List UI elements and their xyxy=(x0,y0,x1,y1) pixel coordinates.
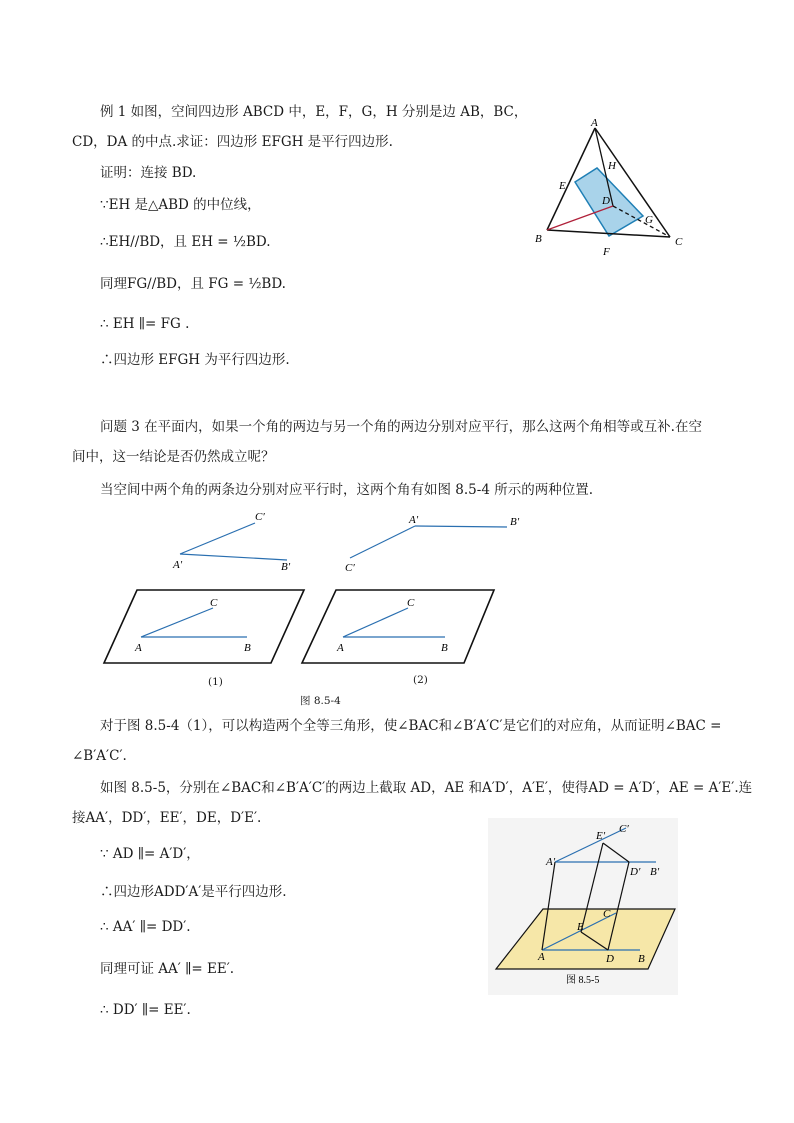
text2-step-2: ∴四边形ADD′A′是平行四边形. xyxy=(100,884,287,900)
proof-step-4: ∴ EH ∥= FG . xyxy=(100,316,190,332)
figure-8-5-5-caption: 图 8.5-5 xyxy=(566,975,600,986)
label-b: B xyxy=(638,953,645,965)
example1-line1: 例 1 如图，空间四边形 ABCD 中，E，F，G，H 分别是边 AB，BC， xyxy=(100,104,528,120)
label-bp-1: B′ xyxy=(281,561,291,573)
label-e: E xyxy=(577,921,584,933)
ray-apcp-2 xyxy=(350,526,415,558)
question3-line3: 当空间中两个角的两条边分别对应平行时，这两个角有如图 8.5-4 所示的两种位置. xyxy=(100,482,593,498)
label-a: A xyxy=(591,117,598,129)
label-c: C xyxy=(675,236,683,248)
proof-start: 证明：连接 BD. xyxy=(100,165,197,181)
ray-apcp-1 xyxy=(180,523,255,554)
question3-line1: 问题 3 在平面内，如果一个角的两边与另一个角的两边分别对应平行，那么这两个角相等或互补.在空 xyxy=(100,419,702,435)
label-d: D xyxy=(602,195,610,207)
tetrahedron-figure xyxy=(525,112,700,262)
label-f: F xyxy=(603,246,610,258)
label-d: D xyxy=(606,953,614,965)
proof-step-5: ∴四边形 EFGH 为平行四边形. xyxy=(100,352,290,368)
label-c: C xyxy=(603,908,611,920)
label-h: H xyxy=(608,160,616,172)
label-b: B xyxy=(535,233,542,245)
label-ap-1: A′ xyxy=(173,559,183,571)
label-ap-2: A′ xyxy=(409,514,419,526)
label-cp-1: C′ xyxy=(255,511,265,523)
figure-8-5-4-caption: 图 8.5-4 xyxy=(300,695,341,707)
label-a-2: A xyxy=(337,642,344,654)
plane-2 xyxy=(302,590,494,663)
label-cp: C′ xyxy=(619,823,629,835)
ray-ac-1 xyxy=(141,608,213,637)
subfigure-2-label: (2) xyxy=(413,674,428,686)
text2-line3: 如图 8.5-5，分别在∠BAC和∠B′A′C′的两边上截取 AD，AE 和A′D′，A′E′，使得AD = A′D′，AE = A′E′.连 xyxy=(100,780,753,796)
plane-1 xyxy=(104,590,304,663)
label-e: E xyxy=(559,180,566,192)
label-b-1: B xyxy=(244,642,251,654)
figure-8-5-5 xyxy=(488,818,678,995)
label-a: A xyxy=(538,951,545,963)
proof-step-1: ∵EH 是△ABD 的中位线， xyxy=(100,197,261,213)
subfigure-1-label: (1) xyxy=(208,676,223,688)
label-bp-2: B′ xyxy=(510,516,520,528)
label-g: G xyxy=(645,214,653,226)
ray-apbp-1 xyxy=(180,554,287,560)
proof-step-2: ∴EH//BD，且 EH = ½BD. xyxy=(100,234,271,250)
text2-line1: 对于图 8.5-4（1），可以构造两个全等三角形，使∠BAC和∠B′A′C′是它们的对应角，从而证明∠BAC = xyxy=(100,718,722,734)
label-c-1: C xyxy=(210,597,218,609)
text2-line4: 接AA′，DD′，EE′，DE，D′E′. xyxy=(72,810,262,826)
label-b-2: B xyxy=(441,642,448,654)
example1-line2: CD，DA 的中点.求证：四边形 EFGH 是平行四边形. xyxy=(72,134,393,150)
proof-step-3: 同理FG//BD，且 FG = ½BD. xyxy=(100,276,286,292)
question3-line2: 间中，这一结论是否仍然成立呢？ xyxy=(72,449,275,465)
text2-step-1: ∵ AD ∥= A′D′， xyxy=(100,846,200,862)
ray-ac-2 xyxy=(343,608,408,637)
text2-step-3: ∴ AA′ ∥= DD′. xyxy=(100,919,191,935)
label-dp: D′ xyxy=(630,866,641,878)
text2-line2: ∠B′A′C′. xyxy=(72,748,127,764)
label-ep: E′ xyxy=(596,830,606,842)
text2-step-4: 同理可证 AA′ ∥= EE′. xyxy=(100,961,235,977)
label-a-1: A xyxy=(135,642,142,654)
figure-8-5-4 xyxy=(95,505,525,705)
label-bp: B′ xyxy=(650,866,660,878)
label-cp-2: C′ xyxy=(345,562,355,574)
text2-step-5: ∴ DD′ ∥= EE′. xyxy=(100,1002,191,1018)
label-ap: A′ xyxy=(546,856,556,868)
ray-apbp-2 xyxy=(415,526,507,527)
label-c-2: C xyxy=(407,597,415,609)
